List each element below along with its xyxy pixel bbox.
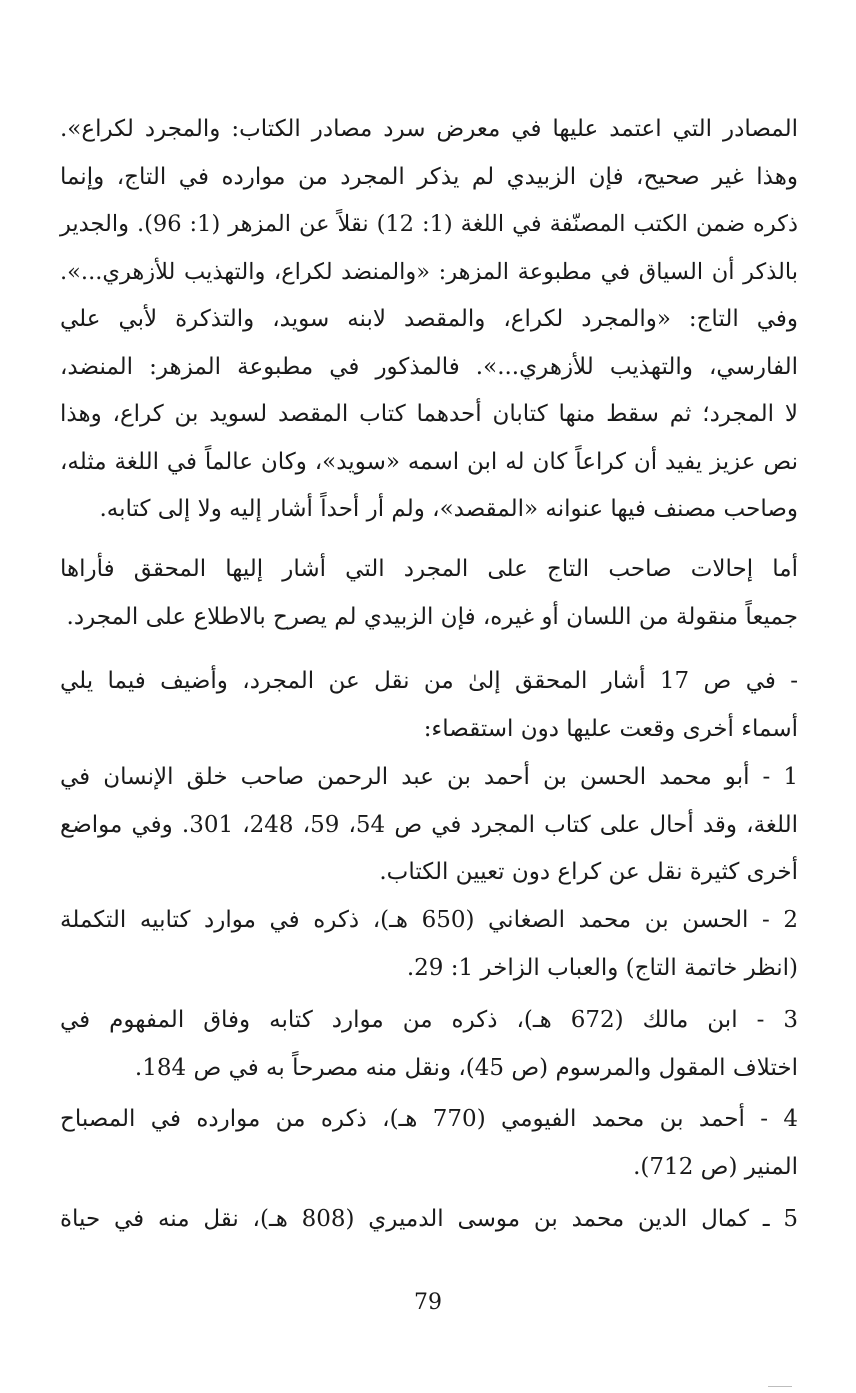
text-line: 2 - الحسن بن محمد الصغاني (650 هـ)، ذكره في موارد كتابيه التكملة [60, 907, 798, 933]
page-number: 79 [414, 1290, 442, 1315]
text-line: 1 - أبو محمد الحسن بن أحمد بن عبد الرحمن صاحب خلق الإنسان في [60, 764, 798, 790]
text-line: 4 - أحمد بن محمد الفيومي (770 هـ)، ذكره من موارده في المصباح [60, 1106, 798, 1132]
list-item-1 [60, 754, 798, 897]
paragraph-3 [60, 658, 798, 753]
list-item-5 [60, 1196, 798, 1244]
text-line: وهذا غير صحيح، فإن الزبيدي لم يذكر المجرد من موارده في التاج، وإنما [60, 163, 798, 190]
text-line: 3 - ابن مالك (672 هـ)، ذكره من موارد كتابه وفاق المفهوم في [60, 1007, 798, 1033]
text-line: المصادر التي اعتمد عليها في معرض سرد مصادر الكتاب: والمجرد لكراع». [60, 116, 798, 142]
text-line: بالذكر أن السياق في مطبوعة المزهر: «والمنضد لكراع، والتهذيب للأزهري...». [60, 258, 798, 285]
text-line: لا المجرد؛ ثم سقط منها كتابان أحدهما كتاب المقصد لسويد بن كراع، وهذا [60, 401, 798, 427]
text-line: اللغة، وقد أحال على كتاب المجرد في ص 54، 59، 248، 301. وفي مواضع [60, 811, 799, 838]
text-line: - في ص 17 أشار المحقق إلىٰ من نقل عن المجرد، وأضيف فيما يلي [60, 668, 798, 694]
paragraph-1 [60, 106, 798, 534]
text-line: جميعاً منقولة من اللسان أو غيره، فإن الزبيدي لم يصرح بالاطلاع على المجرد. [66, 603, 798, 630]
text-line: وصاحب مصنف فيها عنوانه «المقصد»، ولم أر أحداً أشار إليه ولا إلى كتابه. [99, 496, 798, 522]
text-line: الفارسي، والتهذيب للأزهري...». فالمذكور في مطبوعة المزهر: المنضد، [60, 353, 798, 380]
text-line: نص عزيز يفيد أن كراعاً كان له ابن اسمه «سويد»، وكان عالماً في اللغة مثله، [60, 448, 798, 475]
text-line: أما إحالات صاحب التاج على المجرد التي أشار إليها المحقق فأراها [60, 556, 798, 582]
text-line: أسماء أخرى وقعت عليها دون استقصاء: [423, 715, 798, 742]
list-item-4 [60, 1096, 798, 1191]
text-line: أخرى كثيرة نقل عن كراع دون تعيين الكتاب. [379, 859, 798, 885]
text-line: المنير (ص 712). [633, 1153, 798, 1180]
text-line: وفي التاج: «والمجرد لكراع، والمقصد لابنه سويد، والتذكرة لأبي علي [60, 306, 798, 332]
text-line: (انظر خاتمة التاج) والعباب الزاخر 1: 29. [406, 954, 798, 981]
list-item-3 [60, 997, 798, 1092]
list-item-2 [60, 897, 798, 992]
paragraph-2 [60, 546, 798, 641]
text-line: اختلاف المقول والمرسوم (ص 45)، ونقل منه مصرحاً به في ص 184. [134, 1054, 798, 1081]
scan-mark [768, 1386, 792, 1387]
text-line: 5 ـ كمال الدين محمد بن موسى الدميري (808 هـ)، نقل منه في حياة [60, 1206, 798, 1232]
text-line: ذكره ضمن الكتب المصنّفة في اللغة (1: 12) نقلاً عن المزهر (1: 96). والجدير [60, 211, 798, 237]
